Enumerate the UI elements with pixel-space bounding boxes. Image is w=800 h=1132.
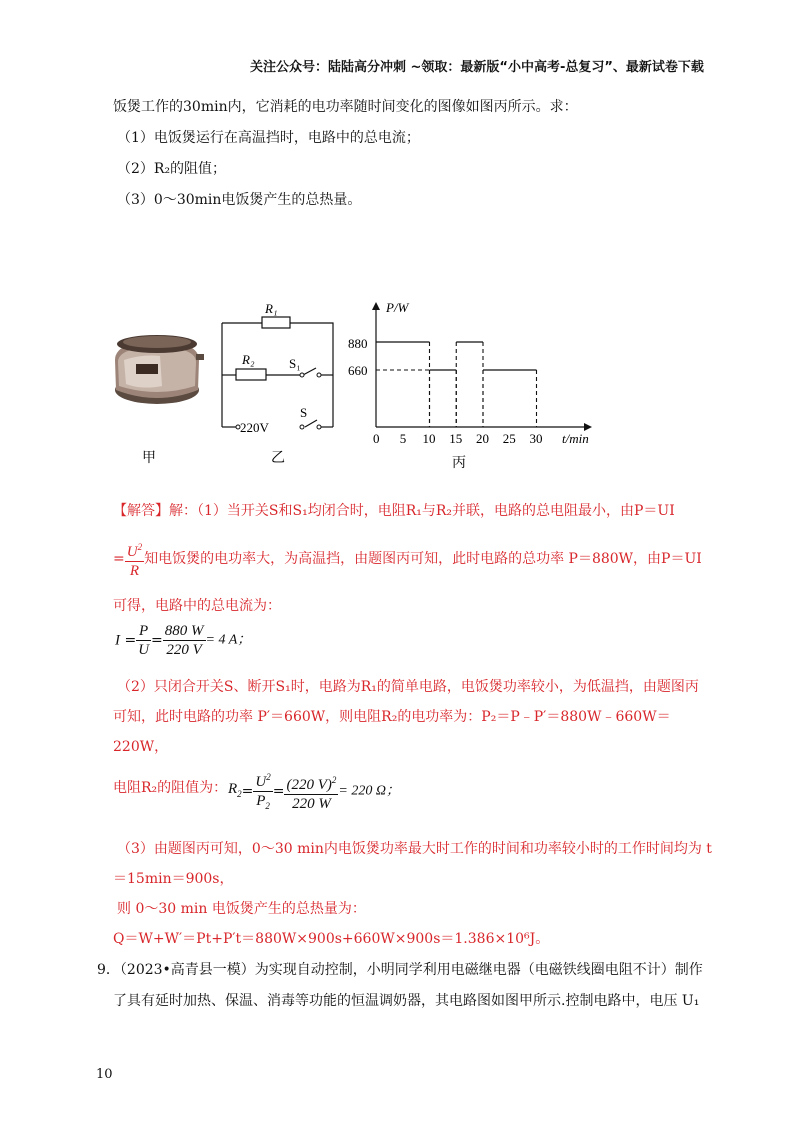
x-tick-label: 10: [422, 431, 436, 446]
question-9-line1: 9．（2023•高青县一模）为实现自动控制，小明同学利用电磁继电器（电磁铁线圈电阻不计）制作: [97, 962, 703, 978]
label-s1: S₁: [289, 356, 301, 371]
x-tick-label: 25: [502, 431, 516, 446]
switch-s1: [303, 368, 316, 375]
question-9-line2: 了具有延时加热、保温、消毒等功能的恒温调奶器，其电路图如图甲所示.控制电路中，电压 U₁: [113, 993, 700, 1009]
x-tick-label: 30: [529, 431, 543, 446]
fraction-u2-r: $\frac{U^2}{R}$: [125, 538, 144, 580]
answer-part2-line4: 电阻R₂的阻值为：: [113, 780, 228, 796]
x-tick-label: 15: [449, 431, 463, 446]
resistor-r1: [262, 317, 290, 328]
page-header: 关注公众号：陆陆高分冲刺 ~领取：最新版“小中高考-总复习”、最新试卷下载: [250, 60, 704, 75]
label-jia: 甲: [142, 450, 156, 466]
power-time-graph: [348, 300, 592, 446]
question-1: （1）电饭煲运行在高温挡时，电路中的总电流；: [117, 130, 420, 146]
answer-part2-line2: 可知，此时电路的功率 P′＝660W，则电阻R₂的电功率为：P₂＝P﹣P′＝880W﹣660W＝: [113, 709, 671, 725]
answer-part3-line4: Q＝W+W′＝Pt+P′t＝880W×900s+660W×900s＝1.386×10⁶J。: [113, 931, 550, 947]
answer-text-1: 解：（1）当开关S和S₁均闭合时，电阻R₁与R₂并联，电路的总电阻最小，由P＝UI: [169, 503, 675, 519]
label-yi: 乙: [271, 450, 285, 466]
x-tick-label: 20: [476, 431, 489, 446]
y-tick-880: 880: [348, 336, 368, 351]
answer-line-3: 可得，电路中的总电流为：: [113, 598, 281, 614]
answer-tag: 【解答】: [113, 503, 169, 519]
answer-text-2: 知电饭煲的电功率大，为高温挡，由题图丙可知，此时电路的总功率 P＝880W，由P＝UI: [144, 551, 702, 567]
answer-part3-line2: ＝15min＝900s，: [113, 871, 234, 887]
rice-cooker-image: [115, 335, 204, 404]
equation-current-result: = 4 A；: [205, 632, 252, 648]
label-r2: R₂: [242, 352, 255, 367]
question-3: （3）0～30min电饭煲产生的总热量。: [117, 192, 362, 208]
label-bing: 丙: [452, 455, 466, 471]
intro-text: 饭煲工作的30min内，它消耗的电功率随时间变化的图像如图丙所示。求：: [113, 99, 578, 115]
answer-part2-line1: （2）只闭合开关S、断开S₁时，电路为R₁的简单电路，电饭煲功率较小，为低温挡，由题图丙: [117, 679, 699, 695]
label-voltage: 220V: [240, 420, 269, 435]
answer-line-2: = $\frac{U^2}{R}$ 知电饭煲的电功率大，为高温挡，由题图丙可知，此时电路的总功率 P＝880W，由P＝UI: [113, 538, 702, 580]
x-tick-label: 5: [399, 431, 407, 446]
x-axis-arrow: [584, 423, 592, 431]
equation-r2-result: = 220 Ω；: [338, 783, 400, 799]
resistor-r2: [236, 369, 266, 380]
question-2: （2）R₂的阻值；: [117, 161, 227, 177]
physics-figure: [112, 290, 612, 475]
x-tick-label: 0: [373, 431, 380, 446]
answer-part3-line3: 则 0～30 min 电饭煲产生的总热量为：: [117, 901, 366, 917]
switch-s: [305, 420, 317, 427]
answer-line-1: [113, 501, 675, 521]
circuit-diagram: [222, 317, 333, 427]
label-r1: R₁: [265, 301, 278, 316]
y-axis-arrow: [372, 302, 380, 310]
x-axis-label: t/min: [562, 431, 589, 446]
y-tick-660: 660: [348, 363, 368, 378]
equation-r2: $R_2=$ $\frac{U^2}{P_2}$ = $\frac{(220 V)^2}{220 W}$ = 220 Ω；: [228, 768, 400, 815]
label-s: S: [300, 405, 308, 420]
page-number: 10: [96, 1067, 113, 1082]
answer-part2-line3: 220W，: [113, 739, 169, 755]
equation-current: I = $\frac{P}{U}$ = $\frac{880 W}{220 V}$ = 4 A；: [115, 623, 252, 658]
answer-part3-line1: （3）由题图丙可知，0～30 min内电饭煲功率最大时工作的时间和功率较小时的工作时间均为 t: [117, 841, 712, 857]
y-axis-label: P/W: [386, 300, 409, 315]
